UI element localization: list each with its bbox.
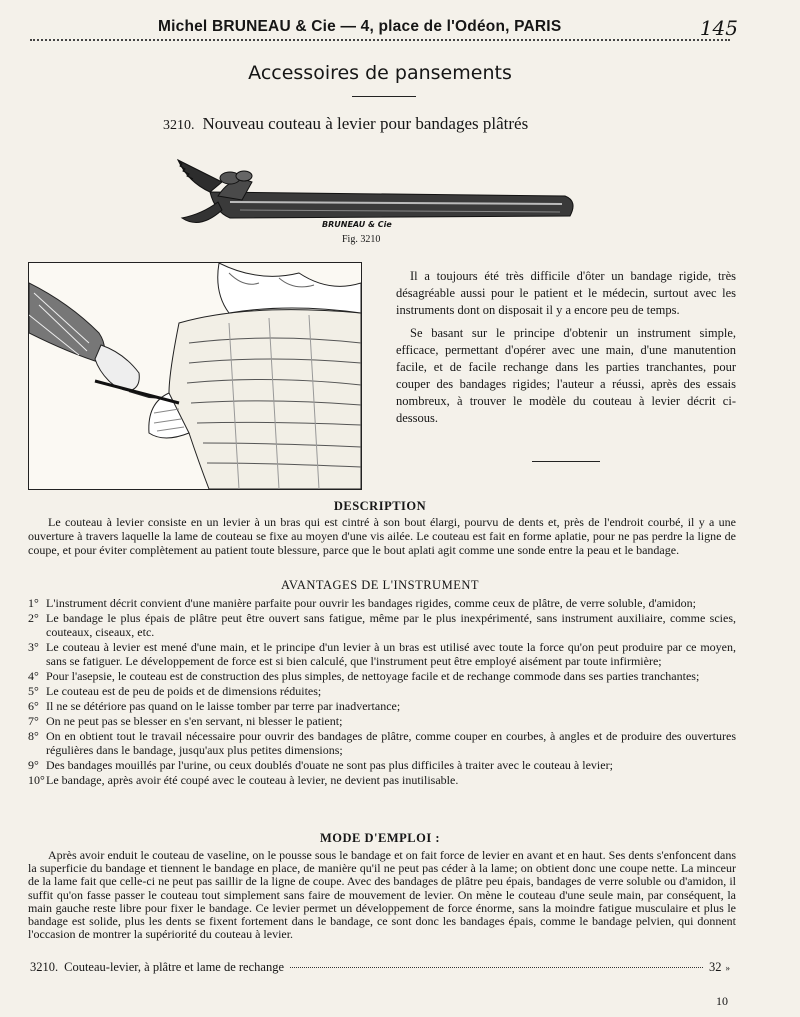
intro-text [396,268,736,433]
item-title: Nouveau couteau à levier pour bandages plâtrés [202,114,529,133]
advantages-list [28,596,736,788]
intro-paragraph: Il a toujours été très difficile d'ôter un bandage rigide, très désagréable aussi pour le patient et le médecin, surtout avec les instruments dont on disposait il y a encore peu de temps. [396,269,736,317]
advantage-text: On en obtient tout le travail nécessaire pour ouvrir des bandages de plâtre, comme couper en courbes, à angles et de produire des ouvertures régulières dans le bandage, jusqu'aux plus petites dimensions; [46,729,736,757]
advantage-text: Le couteau à levier est mené d'une main, et le principe d'un levier à un bras est utilisé avec toute la force qu'on peut produire par ce moyen, sans se fatiguer. Le développement de force est si bien calculé, que l'instrument peut être employé aisément par toute infirmière; [46,640,736,668]
price-item-label: Couteau-levier, à plâtre et lame de rechange [64,960,284,974]
intro-rule [532,461,600,462]
advantage-number: 7° [28,714,39,728]
advantage-item [28,729,736,757]
advantage-number: 4° [28,669,39,683]
page-number: 145 [699,16,738,40]
advantage-text: On ne peut pas se blesser en s'en servant, ni blesser le patient; [46,714,343,728]
knife-lever-drawing [178,160,573,223]
advantage-item [28,773,736,787]
advantage-item [28,596,736,610]
item-heading [163,114,528,134]
price-unit: » [725,963,730,973]
advantage-item [28,714,736,728]
mode-paragraph: Après avoir enduit le couteau de vaseline, on le pousse sous le bandage et on fait force de levier en avant et en haut. Ses dents s'enfoncent dans la superficie du bandage et tiennent le bandage en place, de manière qu'il ne peut pas céder à la lame; on obtient donc une coupe nette. La minceur de la lame fait que celle-ci ne peut pas saillir de la ligne de coupe. Avec des bandages de plâtre peu épais, bandages de verre soluble ou d'amidon, il suffit qu'on fasse passer le couteau tout simplement sans faire de mouvement de levier. On mène le couteau d'une seule main, par conséquent, la main gauche reste libre pour fixer le bandage. Ce levier permet un développement de force énorme, sans la moindre fatigue musculaire et plus le bandage est solide, plus les dents se fixent fortement dans le bandage, ce sont donc les bandages épais, comme le bandage pelvien, qui donnent l'occasion de montrer la supériorité du couteau à levier. [28,848,736,942]
advantage-item [28,669,736,683]
advantage-number: 8° [28,729,39,743]
advantage-text: Il ne se détériore pas quand on le laisse tomber par terre par inadvertance; [46,699,401,713]
illustration-drawing [29,263,361,489]
price-dot-leader [290,967,703,968]
title-rule [352,96,416,97]
advantage-number: 10° [28,773,45,787]
mode-heading: MODE D'EMPLOI : [320,831,440,845]
advantage-text: Le couteau est de peu de poids et de dimensions réduites; [46,684,322,698]
price-line [30,960,730,978]
description-heading: DESCRIPTION [333,499,427,513]
advantage-text: L'instrument décrit convient d'une manière parfaite pour ouvrir les bandages rigides, comme ceux de plâtre, de verre soluble, d'amidon; [46,596,696,610]
advantage-item [28,611,736,639]
sheet-signature: 10 [716,994,728,1008]
item-number: 3210. [163,118,195,133]
advantage-item [28,684,736,698]
description-paragraph: Le couteau à levier consiste en un levier à un bras qui est cintré à son bout élargi, pourvu de dents et, près de l'endroit courbé, il y a une ouverture à travers laquelle la lame de couteau se fixe au moyen d'une vis ailée. Le couteau est fait en forme aplatie, pour ne pas perdre la ligne de coupe, et pour éviter complètement au patient toute blessure, parce que le bout aplati agit comme une sonde entre la peau et le bandage. [28,515,736,557]
advantage-number: 1° [28,596,39,610]
advantage-item [28,640,736,668]
header-text: Michel BRUNEAU & Cie — 4, place de l'Odéon, PARIS [158,18,562,35]
advantage-text: Le bandage le plus épais de plâtre peut être ouvert sans fatigue, même par le plus inexpérimenté, sans instrument auxiliaire, comme scies, couteaux, ciseaux, etc. [46,611,736,639]
header-rule [30,39,730,41]
figure-brand-mark: BRUNEAU & Cie [322,220,392,229]
advantage-item [28,699,736,713]
advantage-number: 6° [28,699,39,713]
description-text [28,516,736,557]
section-title: Accessoires de pansements [248,62,512,84]
bandage-cutting-illustration [28,262,362,490]
advantage-text: Le bandage, après avoir été coupé avec le couteau à levier, ne devient pas inutilisable. [46,773,459,787]
advantages-heading: AVANTAGES DE L'INSTRUMENT [280,578,480,592]
advantage-number: 5° [28,684,39,698]
advantage-text: Des bandages mouillés par l'urine, ou ceux doublés d'ouate ne sont pas plus difficiles à traiter avec le couteau à levier; [46,758,613,772]
advantage-number: 2° [28,611,39,625]
mode-text [28,849,736,941]
advantage-text: Pour l'asepsie, le couteau est de construction des plus simples, de nettoyage facile et de rechange commode dans ses parties tranchantes; [46,669,700,683]
advantage-number: 9° [28,758,39,772]
price-value: 32 [709,960,722,974]
advantage-item [28,758,736,772]
intro-paragraph: Se basant sur le principe d'obtenir un instrument simple, efficace, permettant d'opérer avec une main, d'une manutention facile, et de facile rechange dans les parties tranchantes, pour couper des bandages rigides; l'auteur a réussi, après des essais nombreux, à trouver le modèle du couteau à levier décrit ci-dessous. [396,326,736,425]
figure-caption: Fig. 3210 [342,234,381,245]
price-item-code: 3210. [30,960,59,974]
advantage-number: 3° [28,640,39,654]
